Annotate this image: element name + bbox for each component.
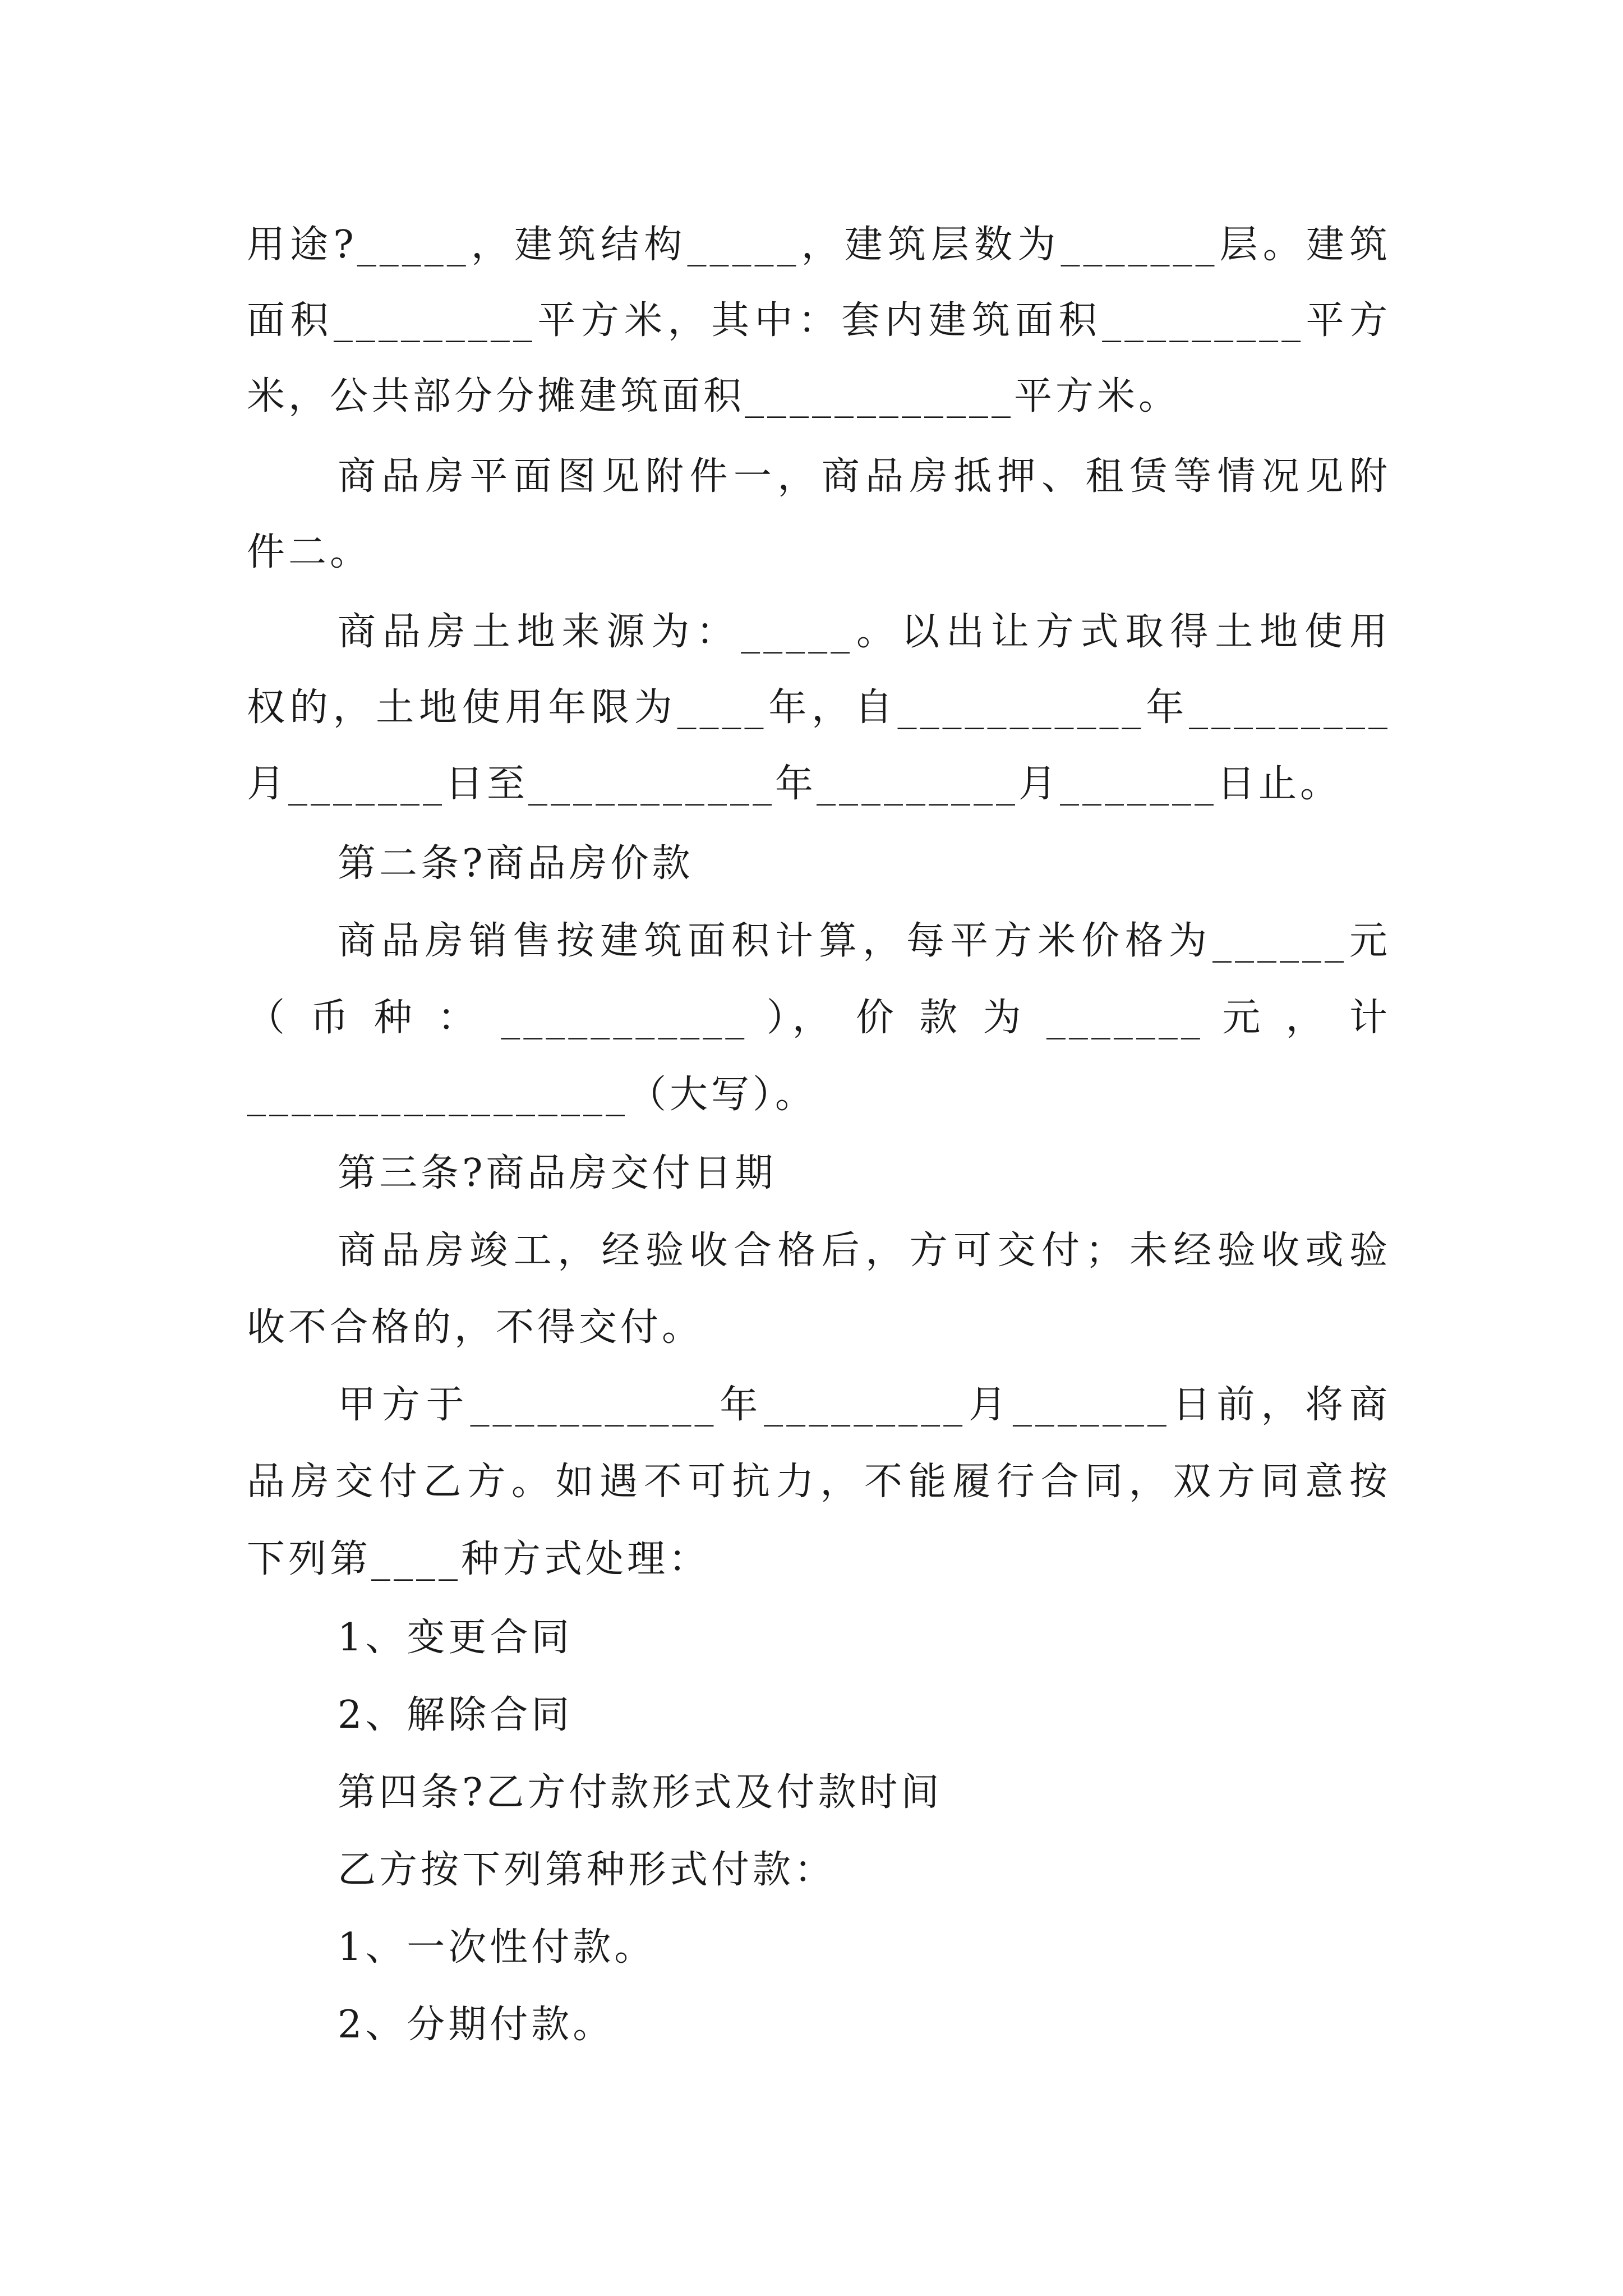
- text-line: 商品房平面图见附件一，商品房抵押、租赁等情况见附: [338, 454, 1391, 499]
- text-line: 面积_________平方米，其中：套内建筑面积_________平方: [247, 298, 1391, 343]
- text-line: 甲方于___________年_________月_______日前，将商: [338, 1383, 1391, 1427]
- text-line: 月_______日至___________年_________月_______日止。: [247, 762, 1342, 806]
- list-item: 2、分期付款。: [338, 2003, 615, 2047]
- text-line: 收不合格的，不得交付。: [247, 1305, 704, 1350]
- section-heading: 第三条?商品房交付日期: [338, 1151, 777, 1195]
- text-line: 下列第____种方式处理：: [247, 1537, 711, 1581]
- text-line: 权的，土地使用年限为____年，自___________年_________: [247, 685, 1391, 730]
- text-line: 商品房土地来源为：_____。以出让方式取得土地使用: [338, 610, 1391, 654]
- text-line: 品房交付乙方。如遇不可抗力，不能履行合同，双方同意按: [247, 1460, 1391, 1504]
- list-item: 1、一次性付款。: [338, 1925, 656, 1970]
- list-item: 1、变更合同: [338, 1616, 573, 1660]
- text-line: _________________（大写）。: [247, 1073, 817, 1117]
- text-line: 商品房销售按建筑面积计算，每平方米价格为______元: [338, 919, 1391, 963]
- text-line: 商品房竣工，经验收合格后，方可交付；未经验收或验: [338, 1228, 1391, 1273]
- section-heading: 第二条?商品房价款: [338, 841, 694, 886]
- list-item: 2、解除合同: [338, 1693, 573, 1737]
- section-heading: 第四条?乙方付款形式及付款时间: [338, 1770, 943, 1815]
- text-line: 用途?_____，建筑结构_____，建筑层数为_______层。建筑: [247, 223, 1391, 267]
- text-line: 件二。: [247, 530, 372, 574]
- text-line: 乙方按下列第种形式付款：: [338, 1848, 836, 1892]
- text-line: 米，公共部分分摊建筑面积____________平方米。: [247, 374, 1181, 418]
- text-line: （ 币 种 ： ___________ ）， 价 款 为 _______ 元 ， 计: [247, 996, 1391, 1040]
